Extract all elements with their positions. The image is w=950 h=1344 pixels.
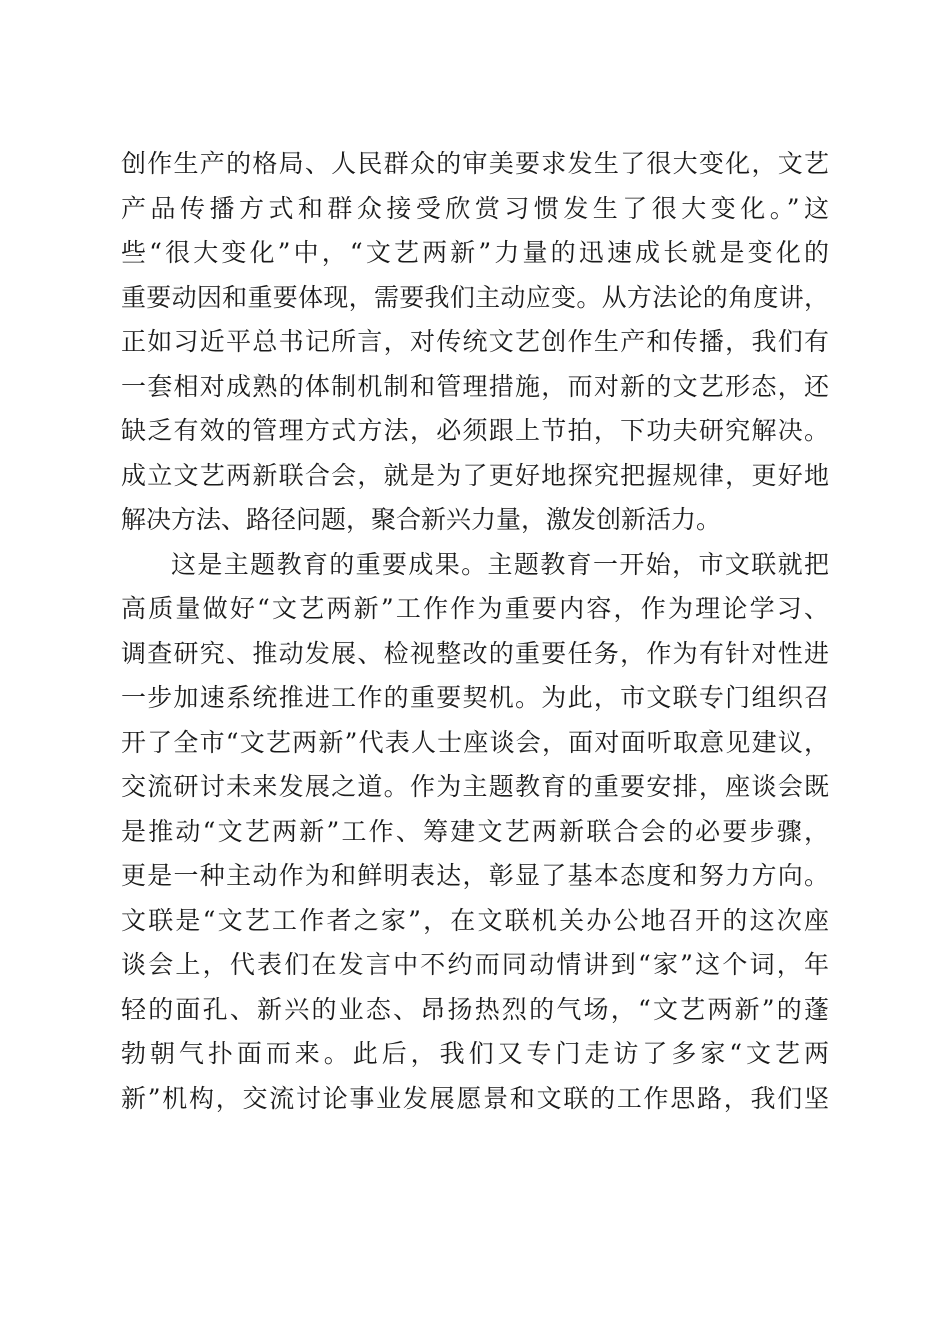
text-line: 调查研究、推动发展、检视整改的重要任务，作为有针对性进 — [121, 638, 829, 668]
text-line: 高质量做好“文艺两新”工作作为重要内容，作为理论学习、 — [121, 594, 829, 623]
text-line: 更是一种主动作为和鲜明表达，彰显了基本态度和努力方向。 — [121, 861, 829, 890]
text-line: 交流研讨未来发展之道。作为主题教育的重要安排，座谈会既 — [121, 772, 829, 801]
text-line: 重要动因和重要体现，需要我们主动应变。从方法论的角度讲， — [121, 282, 829, 312]
text-line-indented: 这是主题教育的重要成果。主题教育一开始，市文联就把 — [171, 549, 829, 579]
text-line: 开了全市“文艺两新”代表人士座谈会，面对面听取意见建议， — [121, 727, 829, 757]
text-line: 谈会上，代表们在发言中不约而同动情讲到“家”这个词，年 — [121, 950, 829, 979]
text-line: 解决方法、路径问题，聚合新兴力量，激发创新活力。 — [121, 505, 722, 534]
text-line: 文联是“文艺工作者之家”，在文联机关办公地召开的这次座 — [121, 905, 829, 935]
text-line: 缺乏有效的管理方式方法，必须跟上节拍，下功夫研究解决。 — [121, 416, 829, 445]
text-line: 成立文艺两新联合会，就是为了更好地探究把握规律，更好地 — [121, 460, 829, 490]
body-text — [121, 142, 829, 1121]
text-line: 创作生产的格局、人民群众的审美要求发生了很大变化，文艺 — [121, 149, 829, 178]
text-line: 是推动“文艺两新”工作、筹建文艺两新联合会的必要步骤， — [121, 816, 829, 846]
text-line: 轻的面孔、新兴的业态、昂扬热烈的气场，“文艺两新”的蓬 — [121, 994, 829, 1024]
text-line: 一步加速系统推进工作的重要契机。为此，市文联专门组织召 — [121, 683, 829, 712]
text-line: 勃朝气扑面而来。此后，我们又专门走访了多家“文艺两 — [121, 1039, 829, 1068]
text-line: 新”机构，交流讨论事业发展愿景和文联的工作思路，我们坚 — [121, 1083, 829, 1113]
text-line: 一套相对成熟的体制机制和管理措施，而对新的文艺形态，还 — [121, 371, 829, 401]
text-line: 正如习近平总书记所言，对传统文艺创作生产和传播，我们有 — [121, 327, 829, 356]
text-line: 些“很大变化”中，“文艺两新”力量的迅速成长就是变化的 — [121, 238, 829, 267]
text-line: 产品传播方式和群众接受欣赏习惯发生了很大变化。”这 — [121, 193, 829, 223]
